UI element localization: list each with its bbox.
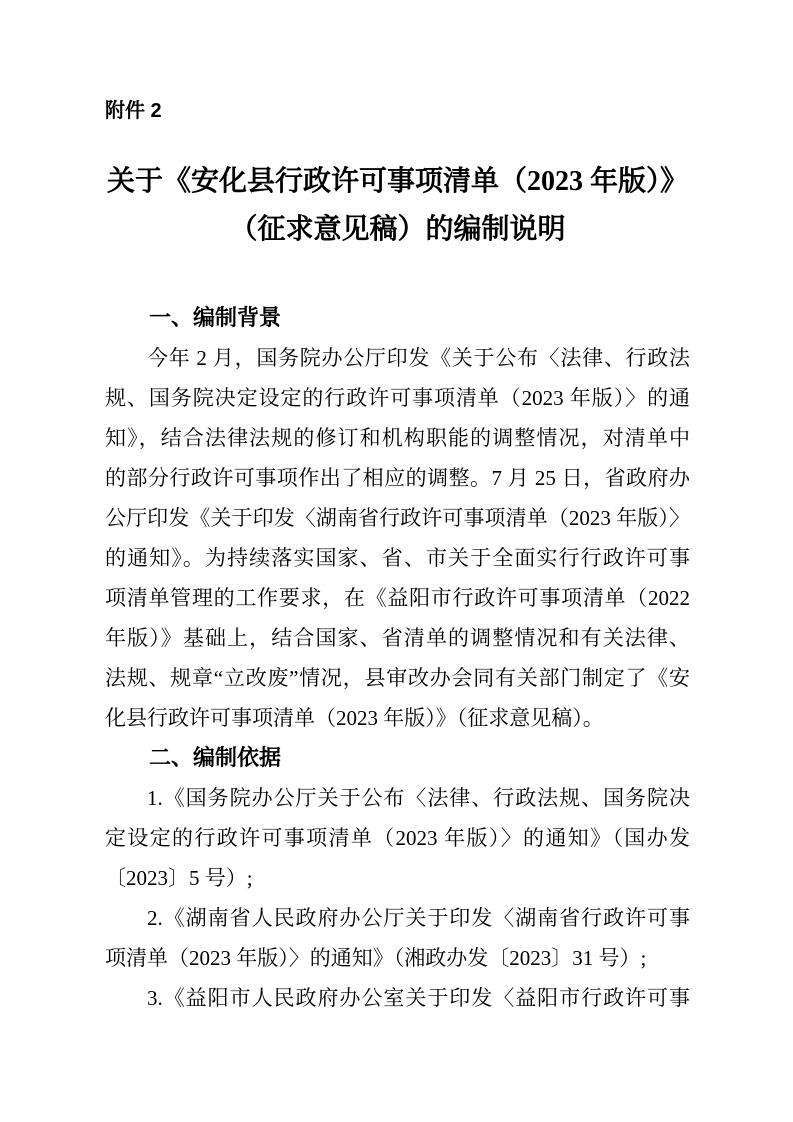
body-line: 1.《国务院办公厅关于公布〈法律、行政法规、国务院决 xyxy=(147,786,690,810)
body-line: 定设定的行政许可事项清单（2023 年版）〉的通知》（国办发 xyxy=(105,826,690,850)
body-line: 2.《湖南省人民政府办公厅关于印发〈湖南省行政许可事 xyxy=(147,906,690,930)
section-heading-compilation-background: 一、编制背景 xyxy=(149,305,282,330)
paragraph-basis-item-2 xyxy=(105,898,690,978)
body-line: 法规、规章“立改废”情况，县审改办会同有关部门制定了《安 xyxy=(105,666,690,690)
title-line-1: 关于《安化县行政许可事项清单（2023 年版）》 xyxy=(106,166,688,197)
body-line: 年版）》基础上，结合国家、省清单的调整情况和有关法律、 xyxy=(105,626,690,650)
title-line-2: （征求意见稿）的编制说明 xyxy=(229,214,566,245)
body-line: 的通知》。为持续落实国家、省、市关于全面实行行政许可事 xyxy=(105,546,690,570)
body-line: 公厅印发《关于印发〈湖南省行政许可事项清单（2023 年版）〉 xyxy=(105,506,690,530)
paragraph-basis-item-1 xyxy=(105,778,690,898)
attachment-label: 附件 2 xyxy=(105,100,162,122)
paragraph-basis-item-3 xyxy=(105,978,690,1018)
paragraph-background xyxy=(105,338,690,738)
body-line: 知》，结合法律法规的修订和机构职能的调整情况，对清单中 xyxy=(105,426,690,450)
document-body xyxy=(105,298,690,1018)
body-line: 规、国务院决定设定的行政许可事项清单（2023 年版）〉的通 xyxy=(105,386,690,410)
body-line: 的部分行政许可事项作出了相应的调整。7 月 25 日，省政府办 xyxy=(105,466,690,490)
body-line: 项清单管理的工作要求，在《益阳市行政许可事项清单（2022 xyxy=(105,586,690,610)
document-title xyxy=(105,158,690,254)
body-line: 3.《益阳市人民政府办公室关于印发〈益阳市行政许可事 xyxy=(147,986,690,1010)
body-line: 今年 2 月，国务院办公厅印发《关于公布〈法律、行政法 xyxy=(147,346,690,370)
body-line: 〔2023〕5 号）; xyxy=(105,866,253,890)
section-heading-compilation-basis: 二、编制依据 xyxy=(149,745,282,770)
body-line: 项清单（2023 年版）〉的通知》（湘政办发〔2023〕31 号）; xyxy=(105,946,647,970)
body-line: 化县行政许可事项清单（2023 年版）》（征求意见稿）。 xyxy=(105,706,604,730)
